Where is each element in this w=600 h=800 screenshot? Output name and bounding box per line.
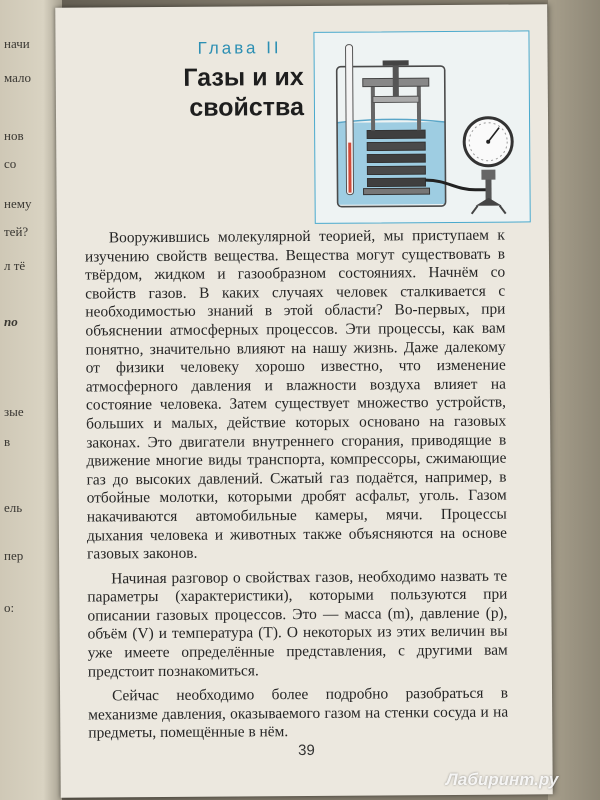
watermark-logo: Лабиринт.ру xyxy=(446,770,559,789)
chapter-body-text xyxy=(85,227,509,750)
prev-page-fragment: о: xyxy=(4,600,15,615)
chapter-title: Газы и их свойства xyxy=(183,62,305,122)
paragraph: Вооружившись молекулярной теорией, мы приступаем к изучению свойств вещества. Вещества могут существовать в твёрдом, жидком и газообразном состояниях. Начнём со свойств газов. В каких случаях человек сталкивается с необходимостью знаний в этой области? Во-первых, при объяснении атмосферных процессов. Эти процессы, как вам понятно, значительно влияют на нашу жизнь. Даже далекому от физики человеку хорошо известно, что изменение атмосферного давления и влажности воздуха влияет на состояние человека. Затем существует множество устройств, больших и малых, действие которых основано на газовых законах. Это двигатели внутреннего сгорания, приводящие в движение многие виды транспорта, компрессоры, сжимающие газ до высоких давлений. Сжатый газ подаётся, например, в отбойные молотки, которыми дробят асфальт, уголь. Газом накачиваются автомобильные камеры, мячи. Процессы дыхания человека и животных также объясняются на основе газовых законов. xyxy=(84,226,507,563)
prev-page-fragment: пер xyxy=(4,548,24,563)
paragraph: Сейчас необходимо более подробно разобраться в механизме давления, оказываемого газом на стенки сосуда и на предметы, помещённые в нём. xyxy=(88,684,509,742)
page-number: 39 xyxy=(298,741,315,760)
prev-page-fragment: тей? xyxy=(4,224,29,239)
prev-page-fragment: ель xyxy=(4,500,23,515)
paragraph: Начиная разговор о свойствах газов, необходимо назвать те параметры (характеристики), которыми пользуются при описании газовых процессов. Это — масса (m), давление (p), объём (V) и температура (T). О некоторых из этих величин вы уже имеете определённые представления, с другими вам предстоит познакомиться. xyxy=(87,567,508,681)
gas-apparatus-illustration xyxy=(313,30,530,224)
prev-page-fragment: нов xyxy=(4,128,24,143)
prev-page-fragment: со xyxy=(4,156,17,171)
chapter-label: Глава II xyxy=(197,38,282,58)
prev-page-fragment: л тё xyxy=(4,258,26,273)
book-page-edge xyxy=(548,0,600,800)
prev-page-fragment: нему xyxy=(4,196,32,211)
gas-apparatus-icon xyxy=(314,31,529,222)
prev-page-fragment: мало xyxy=(4,70,32,85)
prev-page-fragment: зые xyxy=(4,404,24,419)
book-page xyxy=(55,4,553,797)
prev-page-fragment: по xyxy=(4,314,18,329)
prev-page-fragment: начи xyxy=(4,36,30,51)
previous-page xyxy=(0,0,62,800)
prev-page-fragment: в xyxy=(4,434,11,449)
